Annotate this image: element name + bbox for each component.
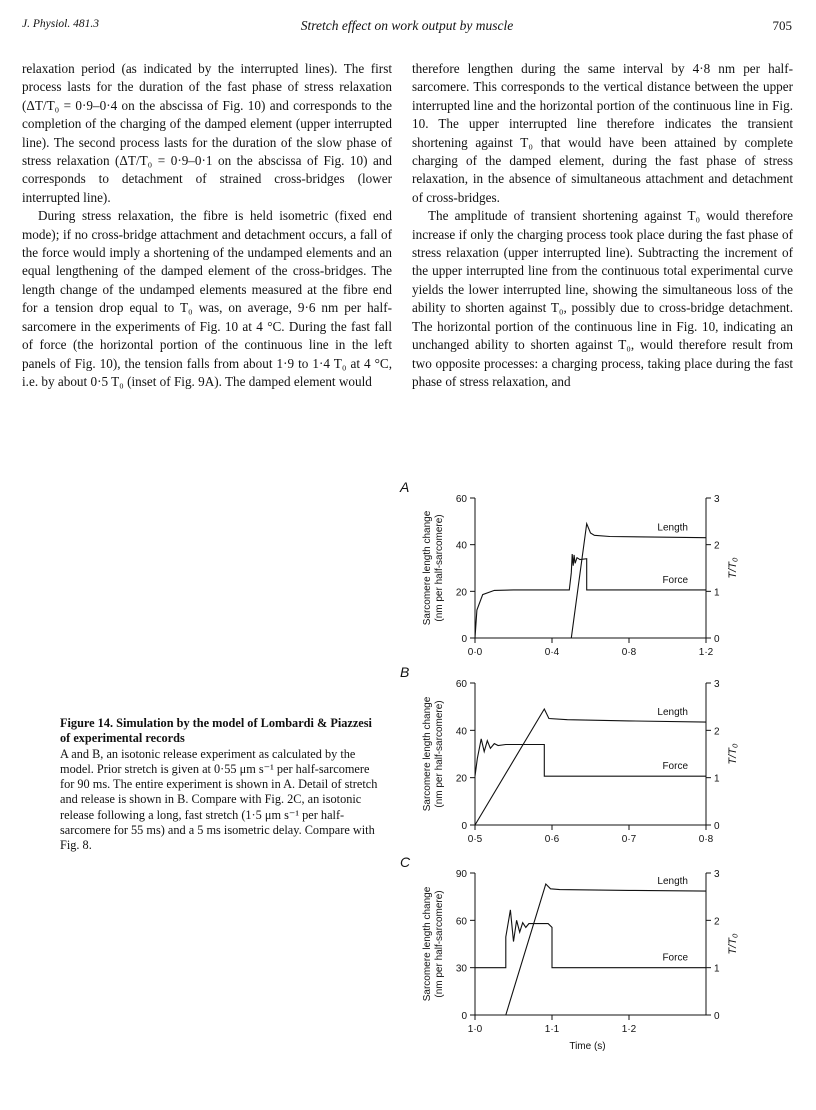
panel-a-ytick-label: 0 <box>461 634 467 645</box>
panel-a-ytick-label: 40 <box>455 540 467 552</box>
panel-b-ytick-label: 60 <box>455 679 467 690</box>
panel-c-ytick-label: 0 <box>461 1011 467 1022</box>
left-paragraph-2: During stress relaxation, the fibre is held isometric (fixed end mode); if no cross-bridge attachment and detachment occurs, a fall of the force would imply a shortening of the undamped elements and an equal lengthening of the damped element of the cross-bridges. The length change of the undamped elements measured at the fibre end for a tension drop equal to T₀ was, on average, 9·6 nm per half-sarcomere in the experiments of Fig. 10 at 4 °C. During the fast fall of force (the horizontal portion of the continuous line in the left panels of Fig. 10), the tension falls from about 1·9 to 1·4 T₀ at 4 °C, i.e. by about 0·5 T₀ (inset of Fig. 9A). The damped element would <box>22 208 392 389</box>
panel-c-series-length <box>506 884 706 1015</box>
panel-c-y2tick-label: 0 <box>714 1011 720 1022</box>
panel-b-y2label: T/T₀ <box>727 743 739 765</box>
panel-b-y2tick-label: 2 <box>714 726 720 738</box>
panel-b-xtick-label: 0·6 <box>544 834 560 845</box>
panel-c-xtick-label: 1·1 <box>544 1024 560 1035</box>
right-paragraph-1: therefore lengthen during the same interval by 4·8 nm per half-sarcomere. This corresponds to the vertical distance between the upper interrupted line and the horizontal portion of the continuous line in Fig. 10. The upper interrupted line therefore indicates the transient shortening against T₀ that would have been attained by complete charging of the damped element, during the fast phase of stress relaxation, in the absence of simultaneous attachment and detachment of cross-bridges. <box>412 61 793 205</box>
panel-a-y2tick-label: 3 <box>714 494 720 505</box>
right-paragraph-2: The amplitude of transient shortening against T₀ would therefore increase if only the charging process took place during the fast phase of stress relaxation (upper interrupted line). Subtracting the increment of the upper interrupted line from the continuous total experimental curve yields the lower interrupted line, showing the simultaneous loss of the ability to shorten against T₀, possibly due to cross-bridge detachment. The horizontal portion of the continuous line in Fig. 10, indicating an unchanged ability to shorten against T₀, would therefore result from two opposite processes: a charging process, taking place during the fast phase of stress relaxation, and <box>412 208 793 389</box>
panel-a-y2tick-label: 1 <box>714 587 720 599</box>
figure-caption <box>60 716 378 854</box>
left-text-column <box>22 60 392 391</box>
panel-c-ytick-label: 60 <box>455 916 467 928</box>
page-header <box>22 18 792 38</box>
panel-a-y2tick-label: 0 <box>714 634 720 645</box>
panel-a-ytick-label: 60 <box>455 494 467 505</box>
panel-c-ytick-label: 90 <box>455 869 467 880</box>
panel-b-y2tick-label: 0 <box>714 821 720 832</box>
panel-a-xtick-label: 1·2 <box>698 647 714 658</box>
panel-c-series-label-force: Force <box>662 952 688 964</box>
panel-a-xtick-label: 0·8 <box>621 647 637 658</box>
panel-b-series-label-force: Force <box>662 761 688 773</box>
panel-b-y2tick-label: 3 <box>714 679 720 690</box>
panel-a-series-label-force: Force <box>662 574 688 586</box>
panel-c-xtick-label: 1·0 <box>467 1024 483 1035</box>
panel-c-y2tick-label: 1 <box>714 963 720 975</box>
panel-c-ytick-label: 30 <box>455 963 467 975</box>
panel-b-ytick-label: 0 <box>461 821 467 832</box>
journal-reference: J. Physiol. 481.3 <box>22 18 99 30</box>
panel-b-ytick-label: 40 <box>455 726 467 738</box>
panel-a-label: A <box>400 479 410 495</box>
figure-14-svg <box>392 472 816 1072</box>
panel-b-xtick-label: 0·8 <box>698 834 714 845</box>
figure-caption-body: A and B, an isotonic release experiment as calculated by the model. Prior stretch is given at 0·55 μm s⁻¹ per half-sarcomere for 90 ms. The entire experiment is shown in A. Detail of stretch and release is shown in B. Compare with Fig. 2C, an isotonic release following a long, fast stretch (1·5 μm s⁻¹ per half-sarcomere for 55 ms) and a 5 ms isometric delay. Compare with Fig. 8. <box>60 746 378 853</box>
panel-b-y2tick-label: 1 <box>714 773 720 785</box>
panel-c-y2label: T/T₀ <box>727 933 739 955</box>
panel-c-xtick-label: 1·2 <box>621 1024 637 1035</box>
panel-a-y2tick-label: 2 <box>714 540 720 552</box>
panel-b-series-label-length: Length <box>657 707 688 719</box>
panel-b-xtick-label: 0·7 <box>621 834 637 845</box>
figure-14 <box>392 472 816 1072</box>
panel-c-y2tick-label: 2 <box>714 916 720 928</box>
page-number: 705 <box>772 18 792 33</box>
panel-b-label: B <box>400 664 410 680</box>
panel-a-ytick-label: 20 <box>455 587 467 599</box>
panel-a-series-label-length: Length <box>657 522 688 534</box>
figure-caption-title: Figure 14. Simulation by the model of Lombardi & Piazzesi of experimental records <box>60 716 372 746</box>
panel-b-ylabel: Sarcomere length change(nm per half-sarcomere) <box>422 696 445 812</box>
panel-a-series-force <box>475 554 706 638</box>
panel-c-xlabel: Time (s) <box>569 1041 606 1052</box>
panel-c-y2tick-label: 3 <box>714 869 720 880</box>
right-text-column <box>412 60 793 391</box>
panel-a-ylabel: Sarcomere length change(nm per half-sarcomere) <box>422 510 445 626</box>
panel-a-xtick-label: 0·4 <box>544 647 560 658</box>
panel-c-label: C <box>400 854 411 870</box>
panel-a-xtick-label: 0·0 <box>467 647 483 658</box>
panel-b-ytick-label: 20 <box>455 773 467 785</box>
panel-c-series-label-length: Length <box>657 876 688 888</box>
panel-c-ylabel: Sarcomere length change(nm per half-sarcomere) <box>422 886 445 1002</box>
running-title: Stretch effect on work output by muscle <box>300 18 514 33</box>
left-paragraph-1: relaxation period (as indicated by the interrupted lines). The first process lasts for the duration of the fast phase of stress relaxation (ΔT/T₀ = 0·9–0·4 on the abscissa of Fig. 10) and corresponds to the completion of the charging of the damped element (upper interrupted line). The second process lasts for the duration of the slow phase of stress relaxation (ΔT/T₀ = 0·9–0·1 on the abscissa of Fig. 10) and corresponds to detachment of strained cross-bridges (lower interrupted line). <box>22 61 392 205</box>
panel-a-y2label: T/T₀ <box>727 557 739 579</box>
panel-b-xtick-label: 0·5 <box>467 834 483 845</box>
